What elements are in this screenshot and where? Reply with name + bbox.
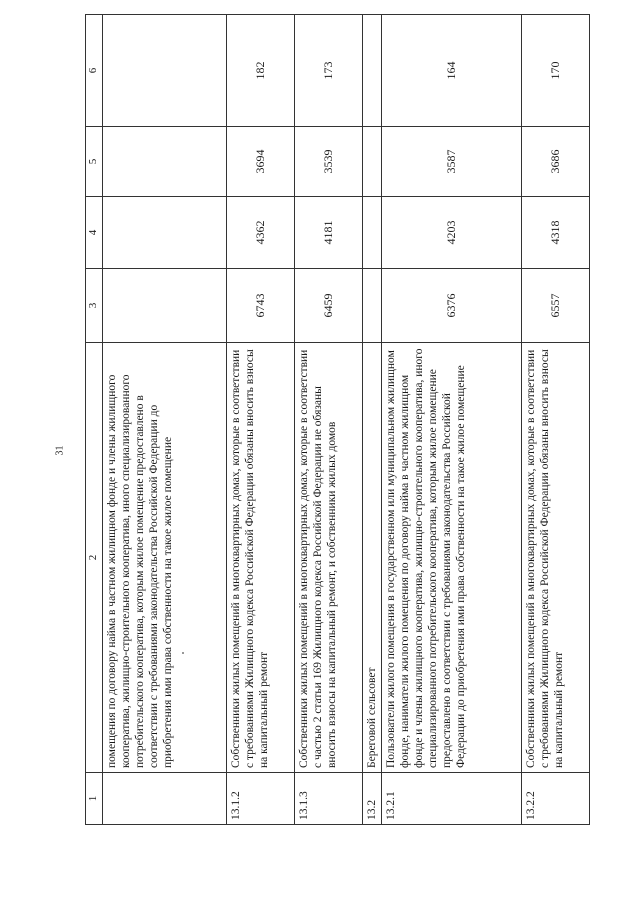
table-row <box>227 15 295 825</box>
header-col-4: 4 <box>86 197 103 269</box>
tariff-table <box>85 14 590 825</box>
row-value-4: 4362 <box>227 197 295 269</box>
row-description: помещения по договору найма в частном жилищном фонде и члены жилищного кооператива, жилищно-строительного кооператива, иного специализированного потребительского кооператива, которым жилое помещение предоставлено в соответствии с требованиями законодательства Российской Федерации до приобретения ими права собственности на такое жилое помещение <box>103 343 227 773</box>
row-value-3 <box>103 269 227 343</box>
row-code: 13.2 <box>363 773 382 825</box>
row-description: Собственники жилых помещений в многоквартирных домах, которые в соответствии с частью 2 статьи 169 Жилищного кодекса Российской Федерации не обязаны вносить взносы на капитальный ремонт, и собственники жилых домов <box>295 343 363 773</box>
row-code <box>103 773 227 825</box>
header-col-3: 3 <box>86 269 103 343</box>
row-code: 13.2.1 <box>382 773 522 825</box>
row-value-4 <box>363 197 382 269</box>
header-col-2: 2 <box>86 343 103 773</box>
row-value-4: 4181 <box>295 197 363 269</box>
row-description: Береговой сельсовет <box>363 343 382 773</box>
row-value-3: 6743 <box>227 269 295 343</box>
header-row <box>86 15 103 825</box>
table-row <box>103 15 227 825</box>
row-value-4 <box>103 197 227 269</box>
row-value-6: 173 <box>295 15 363 127</box>
row-value-3: 6376 <box>382 269 522 343</box>
header-col-5: 5 <box>86 127 103 197</box>
row-value-5 <box>363 127 382 197</box>
row-value-6: 170 <box>522 15 590 127</box>
header-col-6: 6 <box>86 15 103 127</box>
row-value-3: 6557 <box>522 269 590 343</box>
row-code: 13.1.2 <box>227 773 295 825</box>
row-value-6: 182 <box>227 15 295 127</box>
header-col-1: 1 <box>86 773 103 825</box>
row-description: Пользователи жилого помещения в государственном или муниципальном жилищном фонде, наниматели жилого помещения по договору найма в частном жилищном фонде и члены жилищного кооператива, жилищно-строительного кооператива, иного специализированного потребительского кооператива, которым жилое помещение предоставлено в соответствии с требованиями законодательства Российской Федерации до приобретения ими права собственности на такое жилое помещение <box>382 343 522 773</box>
row-value-6 <box>363 15 382 127</box>
table-row <box>382 15 522 825</box>
row-value-6 <box>103 15 227 127</box>
row-value-5: 3686 <box>522 127 590 197</box>
row-value-5: 3539 <box>295 127 363 197</box>
row-code: 13.2.2 <box>522 773 590 825</box>
row-code: 13.1.3 <box>295 773 363 825</box>
row-value-3 <box>363 269 382 343</box>
row-description: Собственники жилых помещений в многоквартирных домах, которые в соответствии с требованиями Жилищного кодекса Российской Федерации обязаны вносить взносы на капитальный ремонт <box>522 343 590 773</box>
row-value-5: 3587 <box>382 127 522 197</box>
row-value-5: 3694 <box>227 127 295 197</box>
row-description: Собственники жилых помещений в многоквартирных домах, которые в соответствии с требованиями Жилищного кодекса Российской Федерации обязаны вносить взносы на капитальный ремонт <box>227 343 295 773</box>
rotated-table-container <box>85 15 575 825</box>
row-value-4: 4318 <box>522 197 590 269</box>
page-number: 31 <box>54 445 66 456</box>
table-row <box>363 15 382 825</box>
row-value-5 <box>103 127 227 197</box>
table-row <box>295 15 363 825</box>
row-value-6: 164 <box>382 15 522 127</box>
row-value-3: 6459 <box>295 269 363 343</box>
row-value-4: 4203 <box>382 197 522 269</box>
table-row <box>522 15 590 825</box>
